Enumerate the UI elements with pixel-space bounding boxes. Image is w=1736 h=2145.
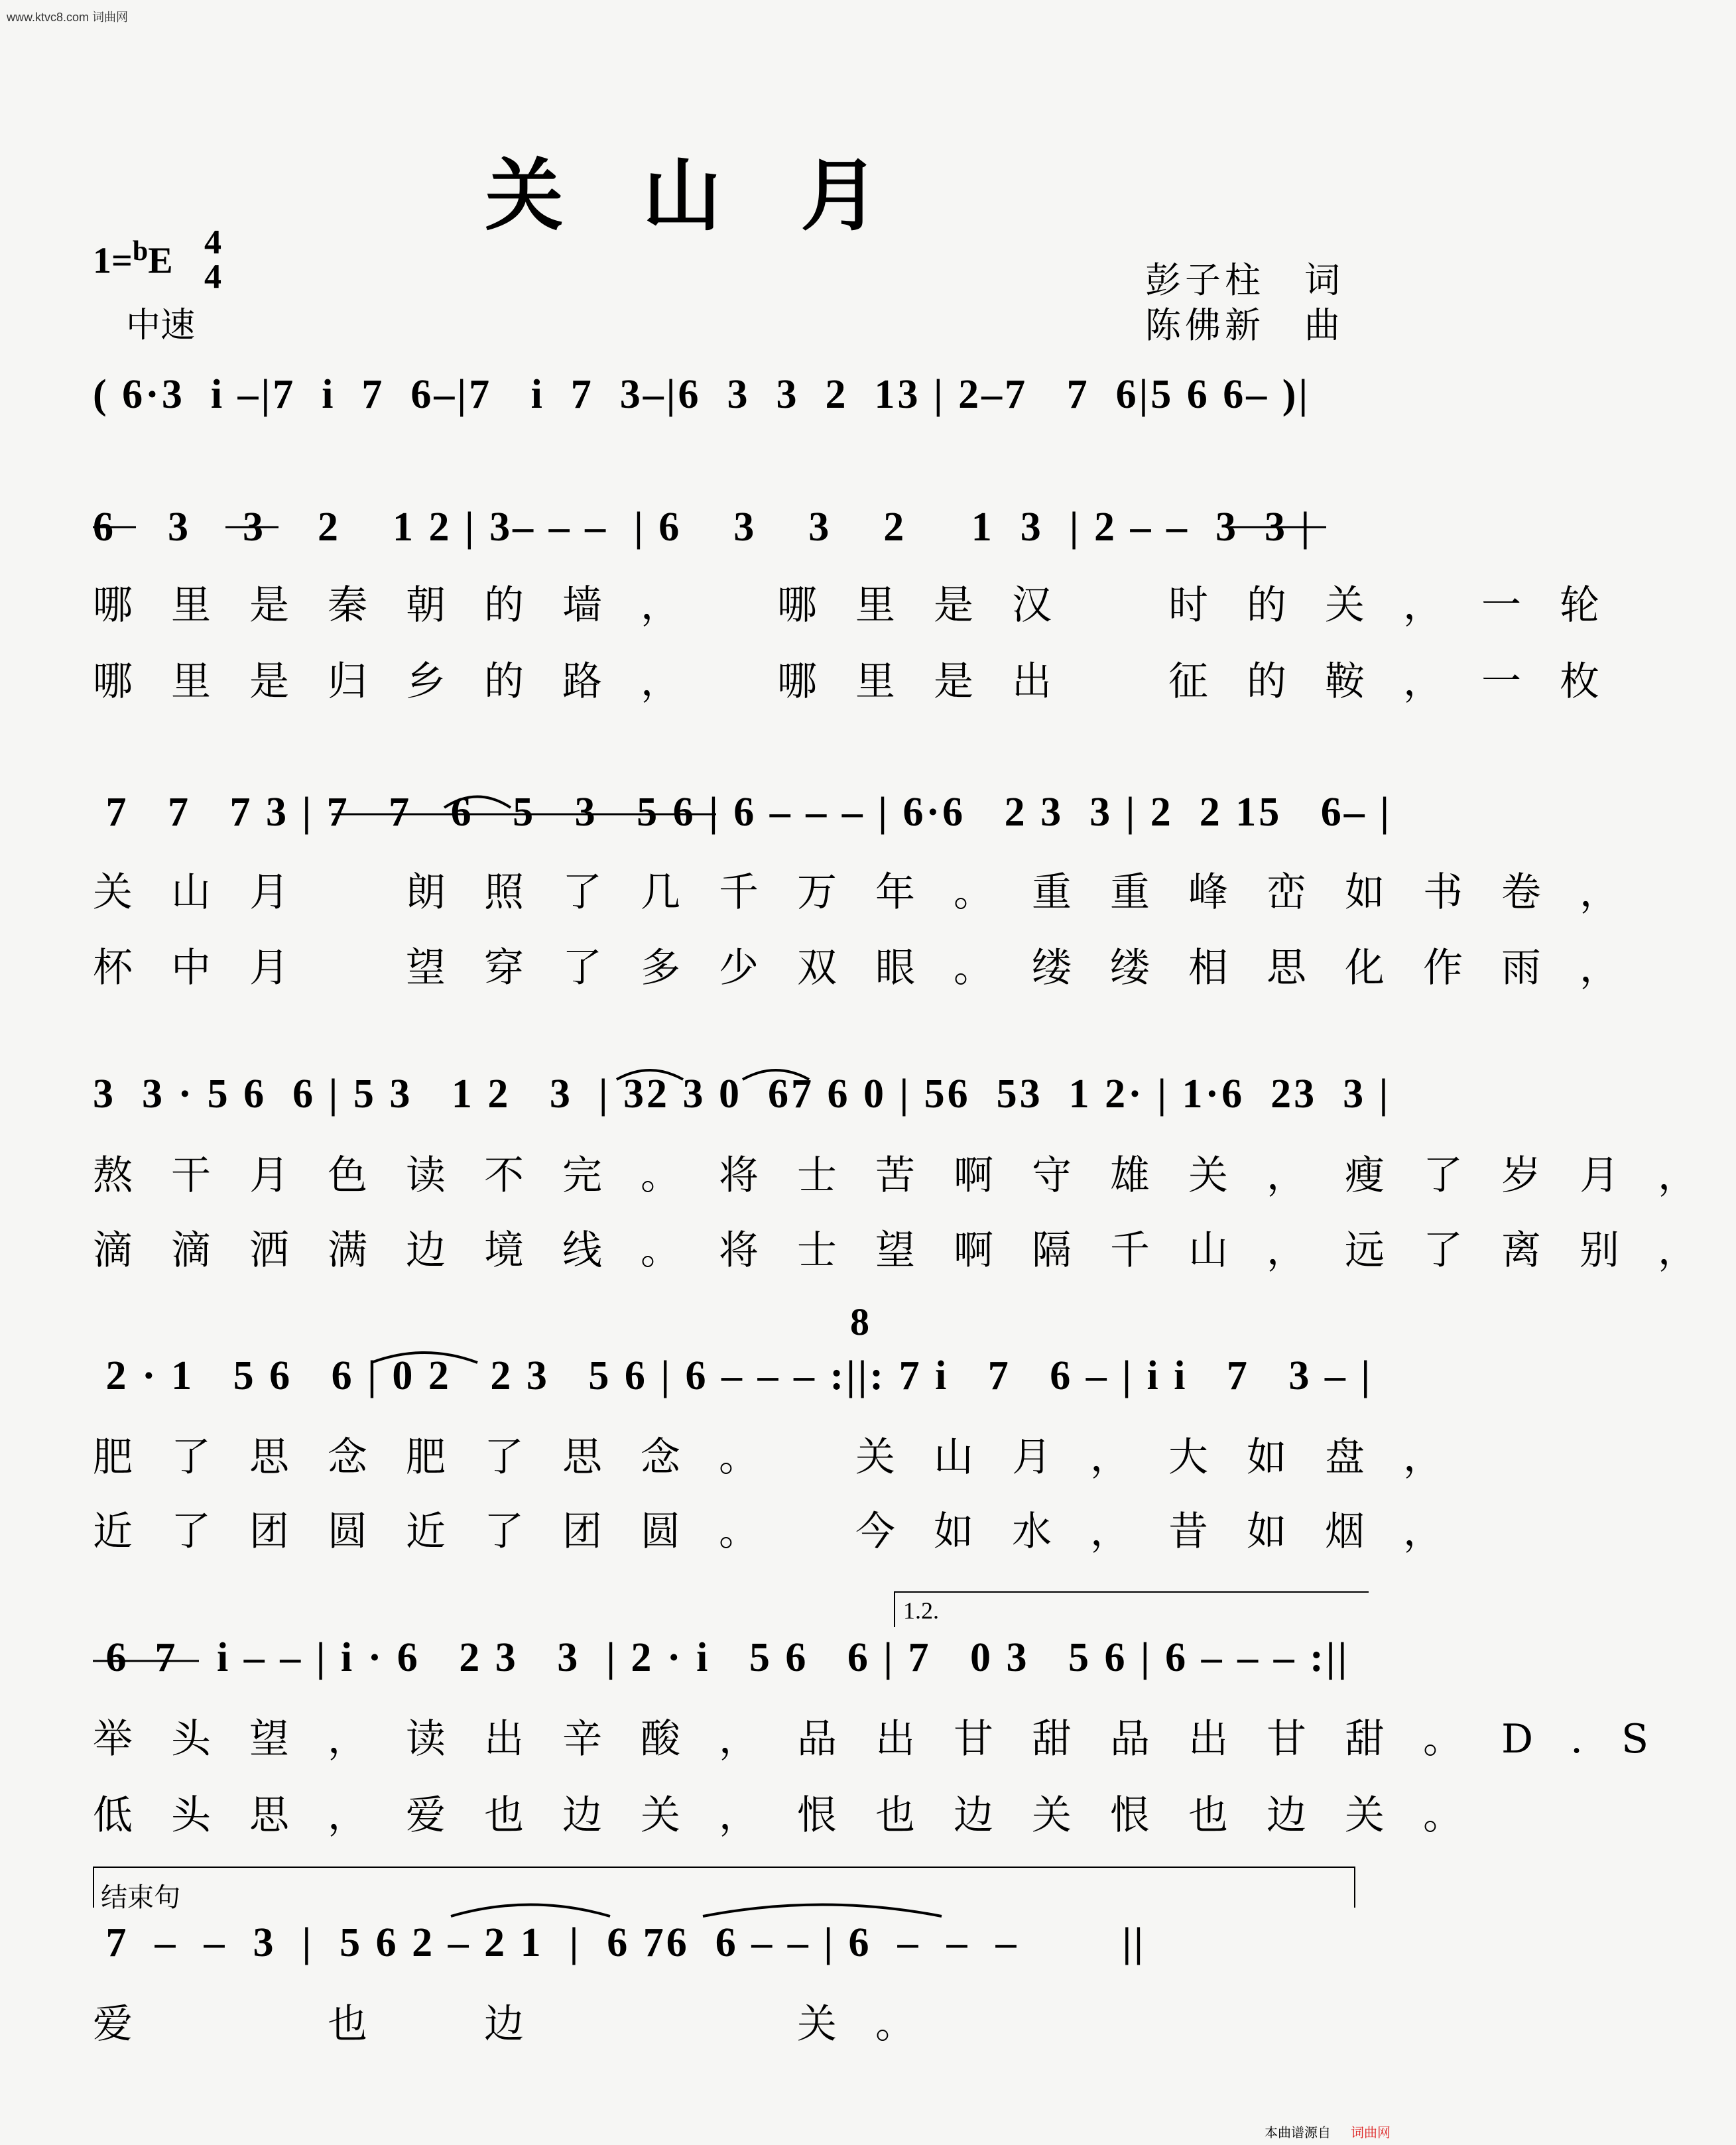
volta-label: 1.2. [903,1597,939,1624]
slur [743,1070,809,1079]
segno-mark: 8 [850,1300,869,1343]
notation-line-ending: 7 – – 3 | 5 6 2 – 2 1 | 6 76 6 – – | 6 – – – || [93,1920,1146,1965]
ending-label: 结束句 [101,1882,180,1913]
lyric-line-4b: 近了团圆近了团圆。 今如水，昔如烟， [93,1508,1481,1555]
meter-bottom: 4 [204,258,221,296]
meter-top: 4 [204,223,221,261]
notation-line-1: 6 3 3 2 1 2 | 3– – – | 6 3 3 2 1 3 | 2 – – 3 3 | [93,505,1313,550]
slur [371,1353,477,1363]
composer-credit: 陈佛新 曲 [1145,304,1344,346]
footer-source: 本曲谱源自 词曲网 [1265,2124,1391,2140]
notation-line-3: 3 3 · 5 6 6 | 5 3 1 2 3 | 32 3 0 67 6 0 | 56 53 1 2· | 1·6 23 3 | [93,1072,1391,1117]
lyric-line-1b: 哪里是归乡的路， 哪里是出 征的鞍，一枚 [93,658,1638,705]
lyric-line-1a: 哪里是秦朝的墙， 哪里是汉 时的关，一轮 [93,582,1638,629]
lyric-line-5a: 举头望，读出辛酸，品出甘甜品出甘甜。D.S [93,1716,1688,1762]
key-signature: 1=$^b$E [93,236,173,282]
slur [617,1070,683,1079]
lyric-line-ending: 爱 也 边 关。 [93,2001,954,2048]
notation-line-intro: ( 6·3 i –|7 i 7 6–|7 i 7 3–|6 3 3 2 13 | 2–7 7 6|5 6 6– )| [93,372,1311,417]
site-watermark: www.ktvc8.com 词曲网 [7,11,129,24]
lyric-line-3b: 滴滴洒满边境线。将士望啊隔千山，远了离别， [93,1227,1736,1274]
lyricist-credit: 彭子柱 词 [1145,259,1344,301]
notation-line-4: 2 · 1 5 6 6 | 0 2 2 3 5 6 | 6 – – – :||: 7 i 7 6 – | i i 7 3 – | [93,1353,1373,1398]
slur [703,1905,942,1917]
notation-line-2: 7 7 7 3 | 7 7 6 5 3 5 6 | 6 – – – | 6·6 2 3 3 | 2 2 15 6– | [93,790,1392,835]
slur [444,797,511,808]
lyric-line-3a: 熬干月色读不完。将士苦啊守雄关，瘦了岁月， [93,1152,1736,1199]
lyric-line-5b: 低头思，爱也边关，恨也边关恨也边关。 [93,1792,1501,1839]
slur [451,1905,610,1917]
lyric-line-4a: 肥了思念肥了思念。 关山月，大如盘， [93,1434,1481,1481]
lyric-line-2a: 关山月 朗照了几千万年。重重峰峦如书卷， [93,869,1658,916]
lyric-line-2b: 杯中月 望穿了多少双眼。缕缕相思化作雨， [93,945,1658,991]
tempo-marking: 中速 [126,306,196,345]
song-title: 关山月 [485,149,959,241]
notation-line-5: 6 7 i – – | i · 6 2 3 3 | 2 · i 5 6 6 | 7 0 3 5 6 | 6 – – – :|| [93,1635,1350,1680]
